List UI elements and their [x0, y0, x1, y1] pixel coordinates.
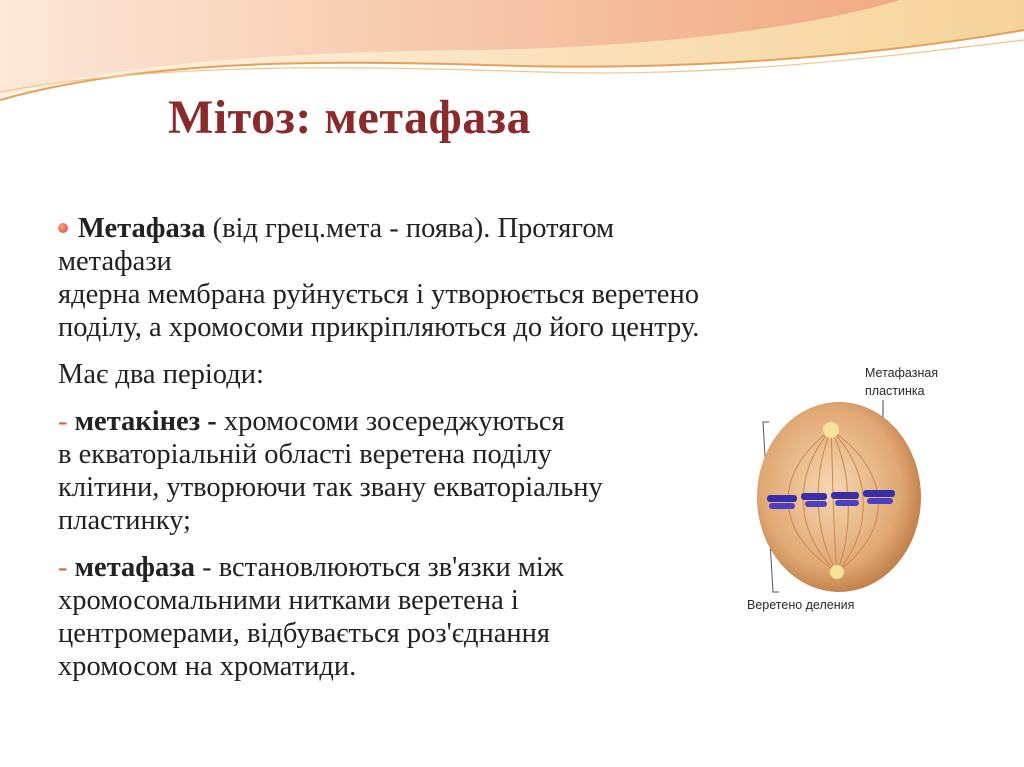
intro-paragraph: [58, 212, 718, 344]
period-1-line-1: хромосоми зосереджуються: [216, 406, 565, 437]
period-2-line-4: хромосом на хроматиди.: [58, 651, 357, 682]
period-2-paragraph: [58, 551, 718, 683]
figure-label-top-2: пластинка: [865, 384, 925, 398]
period-1-term: метакінез -: [74, 406, 217, 437]
period-1-paragraph: [58, 405, 718, 537]
bullet-icon: [58, 223, 68, 233]
intro-term: Метафаза: [78, 213, 206, 244]
period-1-line-3: клітини, утворюючи так звану екваторіальну: [58, 472, 603, 503]
period-2-term: метафаза: [74, 552, 195, 583]
intro-line-2: ядерна мембрана руйнується і утворюється веретено: [58, 279, 699, 310]
period-2-line-2: хромосомальними нитками веретена і: [58, 585, 519, 616]
period-1-line-2: в екваторіальній області веретена поділу: [58, 439, 552, 470]
figure-label-top-1: Метафазная: [865, 366, 939, 380]
dash-marker: -: [58, 406, 68, 437]
period-2-line-3: центромерами, відбувається роз'єднання: [58, 618, 551, 649]
centriole-bottom: [830, 565, 844, 579]
centriole-top: [823, 422, 839, 438]
intro-line-1: (від грец.мета - поява). Протягом метафази: [58, 213, 615, 277]
intro-line-3: поділу, а хромосоми прикріпляються до його центру.: [58, 312, 700, 343]
period-1-line-4: пластинку;: [58, 505, 191, 536]
periods-heading: Має два періоди:: [58, 359, 264, 390]
figure-label-bottom: Веретено деления: [747, 598, 855, 612]
metaphase-cell-figure: [733, 362, 973, 622]
period-2-line-1: - встановлюються зв'язки між: [194, 552, 564, 583]
slide-body: [58, 212, 718, 697]
page-title: Мітоз: метафаза: [168, 91, 532, 144]
dash-marker: -: [58, 552, 68, 583]
